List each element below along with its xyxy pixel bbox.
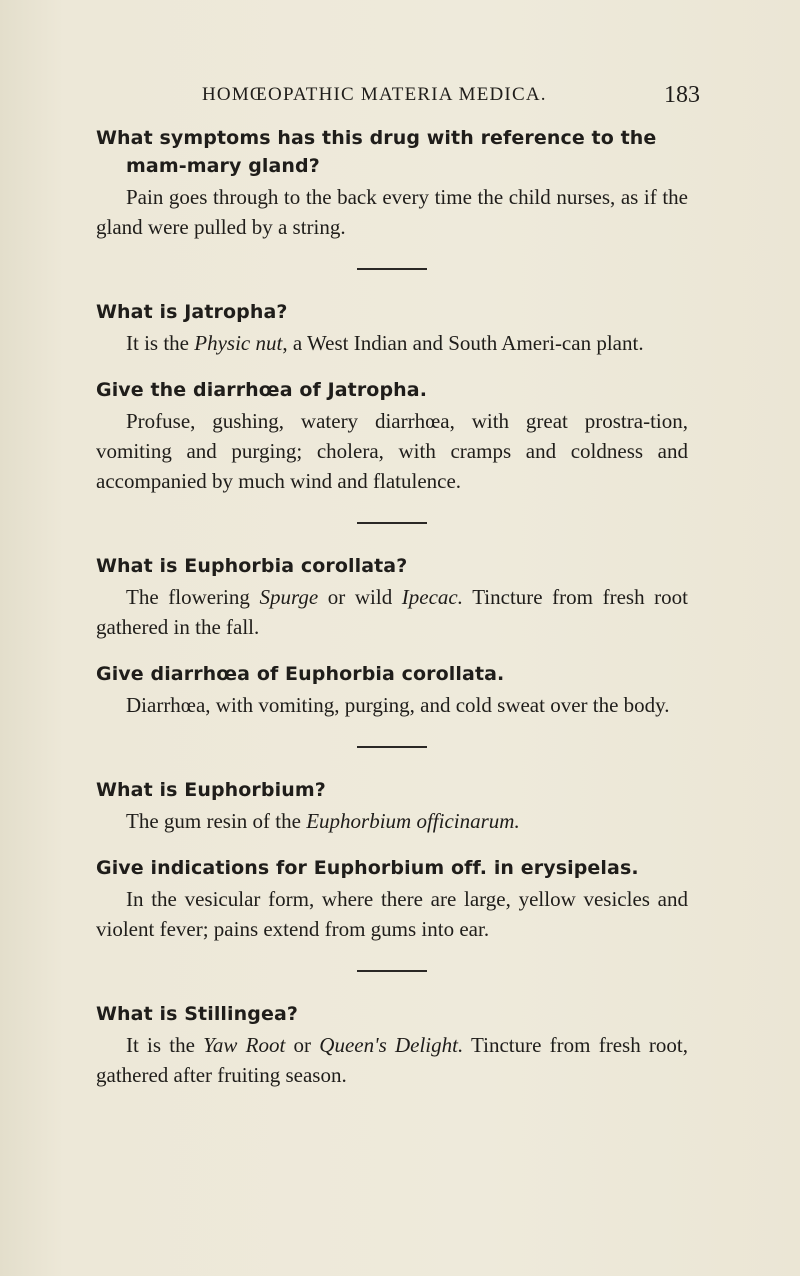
answer-text: Diarrhœa, with vomiting, purging, and cold sweat over the body. bbox=[126, 693, 670, 717]
page-header bbox=[100, 84, 700, 114]
section bbox=[96, 776, 688, 944]
question: What symptoms has this drug with reference to the mam-mary gland? bbox=[96, 127, 657, 177]
answer bbox=[96, 582, 688, 642]
page-content bbox=[96, 124, 688, 1108]
section bbox=[96, 552, 688, 720]
qa-block bbox=[96, 552, 688, 642]
answer-text: Tincture from fresh root gathered in the fall. bbox=[96, 585, 688, 639]
answer bbox=[96, 328, 688, 358]
qa-block bbox=[96, 376, 688, 496]
answer-text: or wild bbox=[318, 585, 402, 609]
section bbox=[96, 298, 688, 496]
qa-block bbox=[96, 854, 688, 944]
answer-text: , a West Indian and South Ameri-can plant. bbox=[282, 331, 644, 355]
answer-italic-text: Queen's Delight. bbox=[319, 1033, 464, 1057]
running-title: HOMŒOPATHIC MATERIA MEDICA. bbox=[202, 84, 547, 105]
answer-italic-text: Physic nut bbox=[194, 331, 283, 355]
question: Give indications for Euphorbium off. in erysipelas. bbox=[96, 857, 639, 879]
answer-italic-text: Euphorbium officinarum. bbox=[306, 809, 520, 833]
answer-text: Profuse, gushing, watery diarrhœa, with great prostra-tion, vomiting and purging; cholera, with cramps and coldness and accompanied by much wind and flatulence. bbox=[96, 409, 688, 493]
answer-text: The gum resin of the bbox=[126, 809, 307, 833]
section-divider bbox=[357, 746, 427, 748]
section bbox=[96, 124, 688, 242]
answer bbox=[96, 690, 688, 720]
answer-text: Tincture from fresh root, gathered after fruiting season. bbox=[96, 1033, 689, 1087]
answer-italic-text: Spurge bbox=[259, 585, 319, 609]
answer-text: Pain goes through to the back every time the child nurses, as if the gland were pulled by a string. bbox=[96, 185, 688, 239]
question: Give diarrhœa of Euphorbia corollata. bbox=[96, 663, 505, 685]
section-divider bbox=[357, 970, 427, 972]
qa-block bbox=[96, 124, 688, 242]
answer-text: or bbox=[285, 1033, 320, 1057]
answer-text: It is the bbox=[126, 1033, 204, 1057]
question: What is Euphorbium? bbox=[96, 779, 326, 801]
answer-italic-text: Yaw Root bbox=[203, 1033, 286, 1057]
answer bbox=[96, 806, 688, 836]
answer-italic-text: Ipecac. bbox=[401, 585, 463, 609]
section bbox=[96, 1000, 688, 1090]
qa-block bbox=[96, 776, 688, 836]
qa-block bbox=[96, 1000, 688, 1090]
question: What is Jatropha? bbox=[96, 301, 288, 323]
answer-text: In the vesicular form, where there are large, yellow vesicles and violent fever; pains extend from gums into ear. bbox=[96, 887, 688, 941]
question: What is Euphorbia corollata? bbox=[96, 555, 408, 577]
section-divider bbox=[357, 268, 427, 270]
section-divider bbox=[357, 522, 427, 524]
answer bbox=[96, 406, 688, 496]
answer-text: It is the bbox=[126, 331, 195, 355]
question: Give the diarrhœa of Jatropha. bbox=[96, 379, 428, 401]
page-number: 183 bbox=[664, 82, 700, 108]
answer bbox=[96, 182, 688, 242]
answer-text: The flowering bbox=[126, 585, 260, 609]
qa-block bbox=[96, 660, 688, 720]
answer bbox=[96, 884, 688, 944]
question: What is Stillingea? bbox=[96, 1003, 299, 1025]
qa-block bbox=[96, 298, 688, 358]
answer bbox=[96, 1030, 688, 1090]
